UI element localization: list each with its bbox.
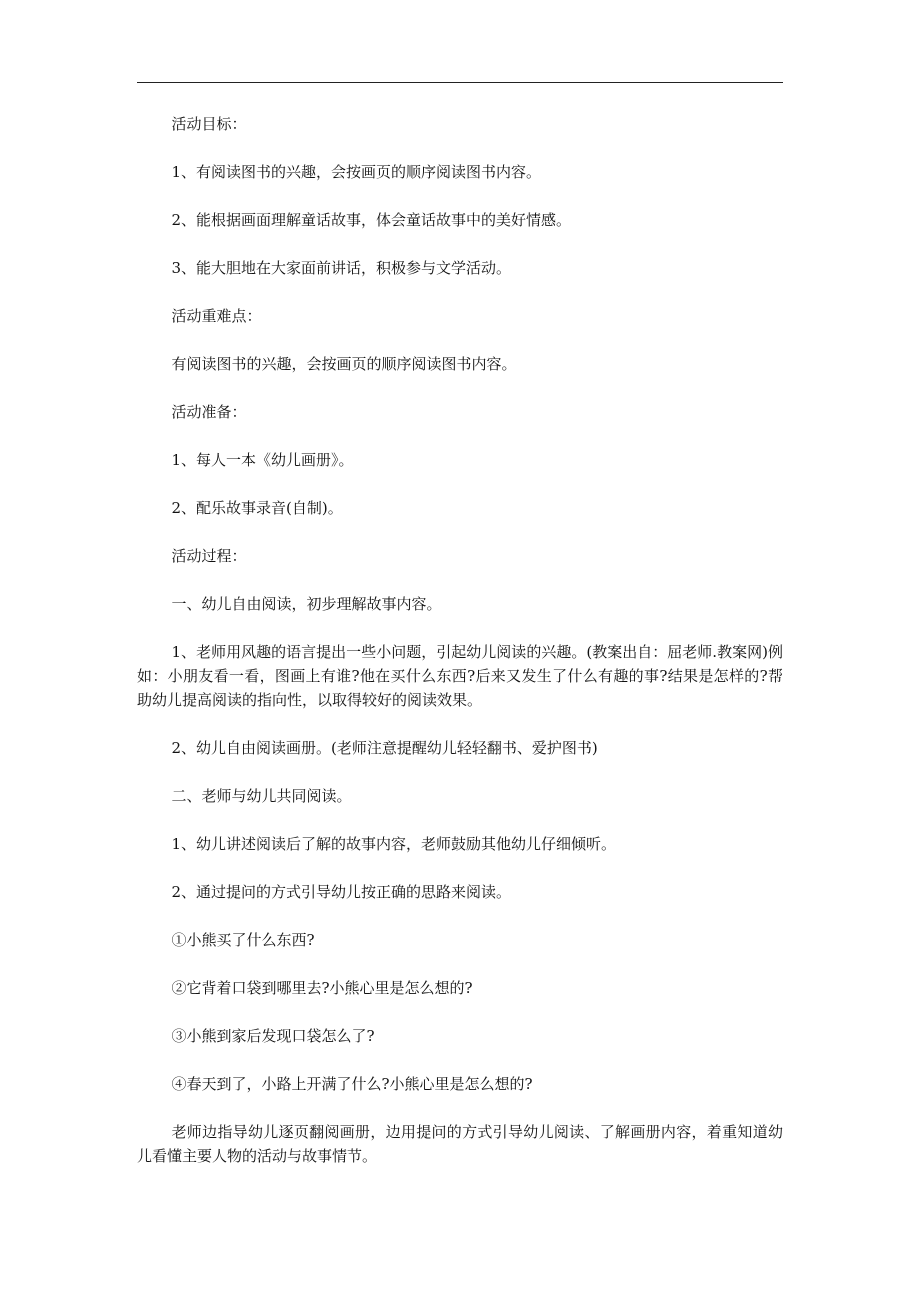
closing-paragraph: 老师边指导幼儿逐页翻阅画册，边用提问的方式引导幼儿阅读、了解画册内容，着重知道幼儿看懂主要人物的活动与故事情节。 [137,1123,783,1165]
process-step-2-1: 1、幼儿讲述阅读后了解的故事内容，老师鼓励其他幼儿仔细倾听。 [171,835,617,853]
goal-item-2: 2、能根据画面理解童话故事，体会童话故事中的美好情感。 [171,211,572,229]
header-rule [137,82,783,83]
key-point-text: 有阅读图书的兴趣，会按画页的顺序阅读图书内容。 [171,355,517,373]
preparation-item-2: 2、配乐故事录音(自制)。 [171,499,343,517]
process-step-2-2: 2、通过提问的方式引导幼儿按正确的思路来阅读。 [171,883,512,901]
question-3: ③小熊到家后发现口袋怎么了? [171,1027,375,1045]
document-body [137,112,783,1168]
goal-item-1: 1、有阅读图书的兴趣，会按画页的顺序阅读图书内容。 [171,163,542,181]
question-2: ②它背着口袋到哪里去?小熊心里是怎么想的? [171,979,473,997]
question-1: ①小熊买了什么东西? [171,931,315,949]
goal-item-3: 3、能大胆地在大家面前讲话，积极参与文学活动。 [171,259,512,277]
process-section-1: 一、幼儿自由阅读，初步理解故事内容。 [171,595,442,613]
process-step-1-1: 1、老师用风趣的语言提出一些小问题，引起幼儿阅读的兴趣。(教案出自：屈老师.教案网)例如：小朋友看一看，图画上有谁?他在买什么东西?后来又发生了什么有趣的事?结果是怎样的?帮助幼儿提高阅读的指向性，以取得较好的阅读效果。 [137,643,783,709]
heading-goals: 活动目标： [171,115,247,133]
question-4: ④春天到了，小路上开满了什么?小熊心里是怎么想的? [171,1075,533,1093]
process-section-2: 二、老师与幼儿共同阅读。 [171,787,352,805]
heading-process: 活动过程： [171,547,247,565]
preparation-item-1: 1、每人一本《幼儿画册》。 [171,451,354,469]
heading-key-points: 活动重难点： [171,307,262,325]
process-step-1-2: 2、幼儿自由阅读画册。(老师注意提醒幼儿轻轻翻书、爱护图书) [171,739,598,757]
heading-preparation: 活动准备： [171,403,247,421]
